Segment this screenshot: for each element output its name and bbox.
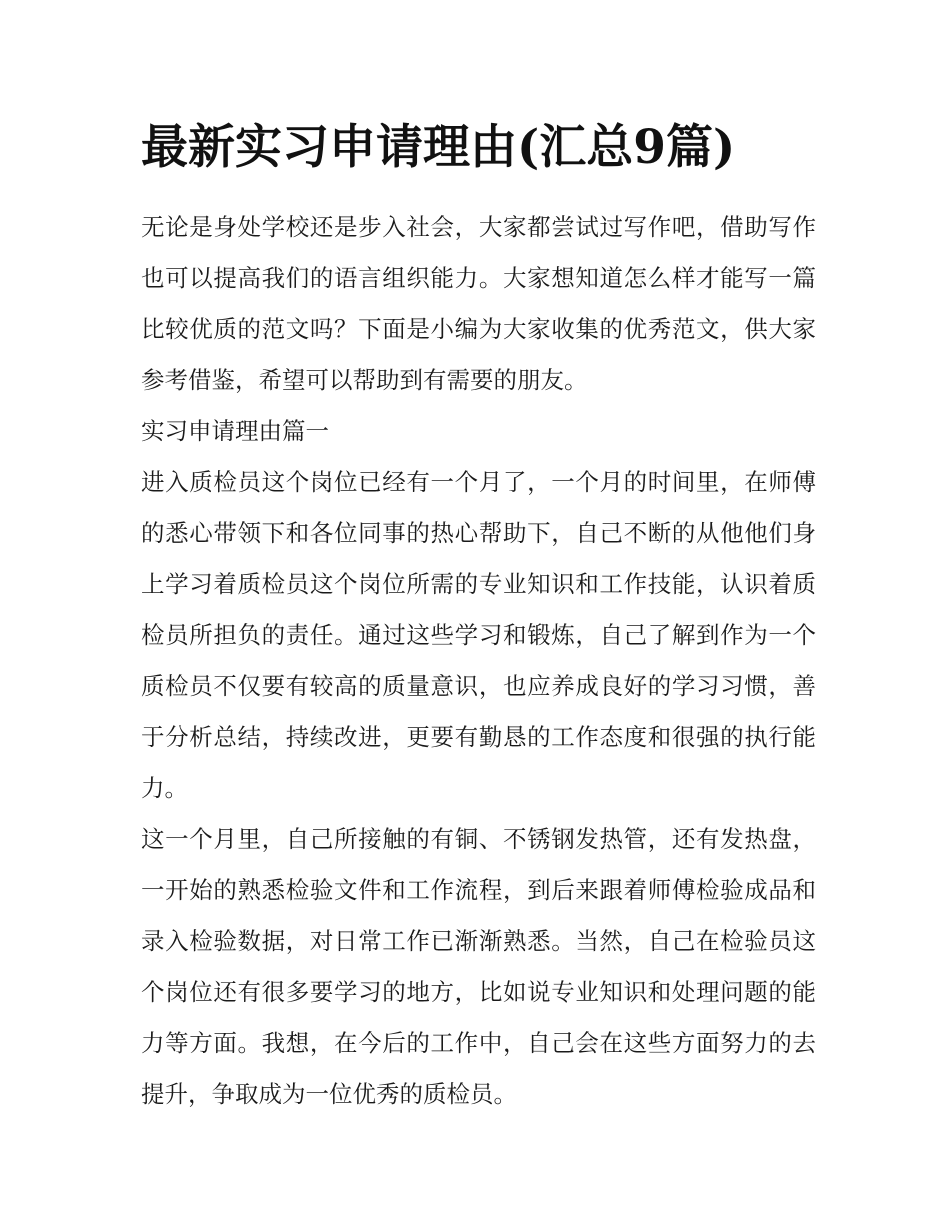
body-paragraph-2: 这一个月里，自己所接触的有铜、不锈钢发热管，还有发热盘，一开始的熟悉检验文件和工作流程，到后来跟着师傅检验成品和录入检验数据，对日常工作已渐渐熟悉。当然，自己在检验员这个岗位还有很多要学习的地方，比如说专业知识和处理问题的能力等方面。我想，在今后的工作中，自己会在这些方面努力的去提升，争取成为一位优秀的质检员。 [141, 825, 816, 1108]
body-paragraph-1: 进入质检员这个岗位已经有一个月了，一个月的时间里，在师傅的悉心带领下和各位同事的热心帮助下，自己不断的从他他们身上学习着质检员这个岗位所需的专业知识和工作技能，认识着质检员所担负的责任。通过这些学习和锻炼，自己了解到作为一个质检员不仅要有较高的质量意识，也应养成良好的学习习惯，善于分析总结，持续改进，更要有勤恳的工作态度和很强的执行能力。 [141, 468, 816, 802]
document-page [141, 112, 816, 1120]
intro-paragraph: 无论是身处学校还是步入社会，大家都尝试过写作吧，借助写作也可以提高我们的语言组织能力。大家想知道怎么样才能写一篇比较优质的范文吗？下面是小编为大家收集的优秀范文，供大家参考借鉴，希望可以帮助到有需要的朋友。 [141, 213, 816, 394]
section-heading: 实习申请理由篇一 [141, 417, 329, 445]
document-title: 最新实习申请理由(汇总9篇) [141, 120, 736, 175]
